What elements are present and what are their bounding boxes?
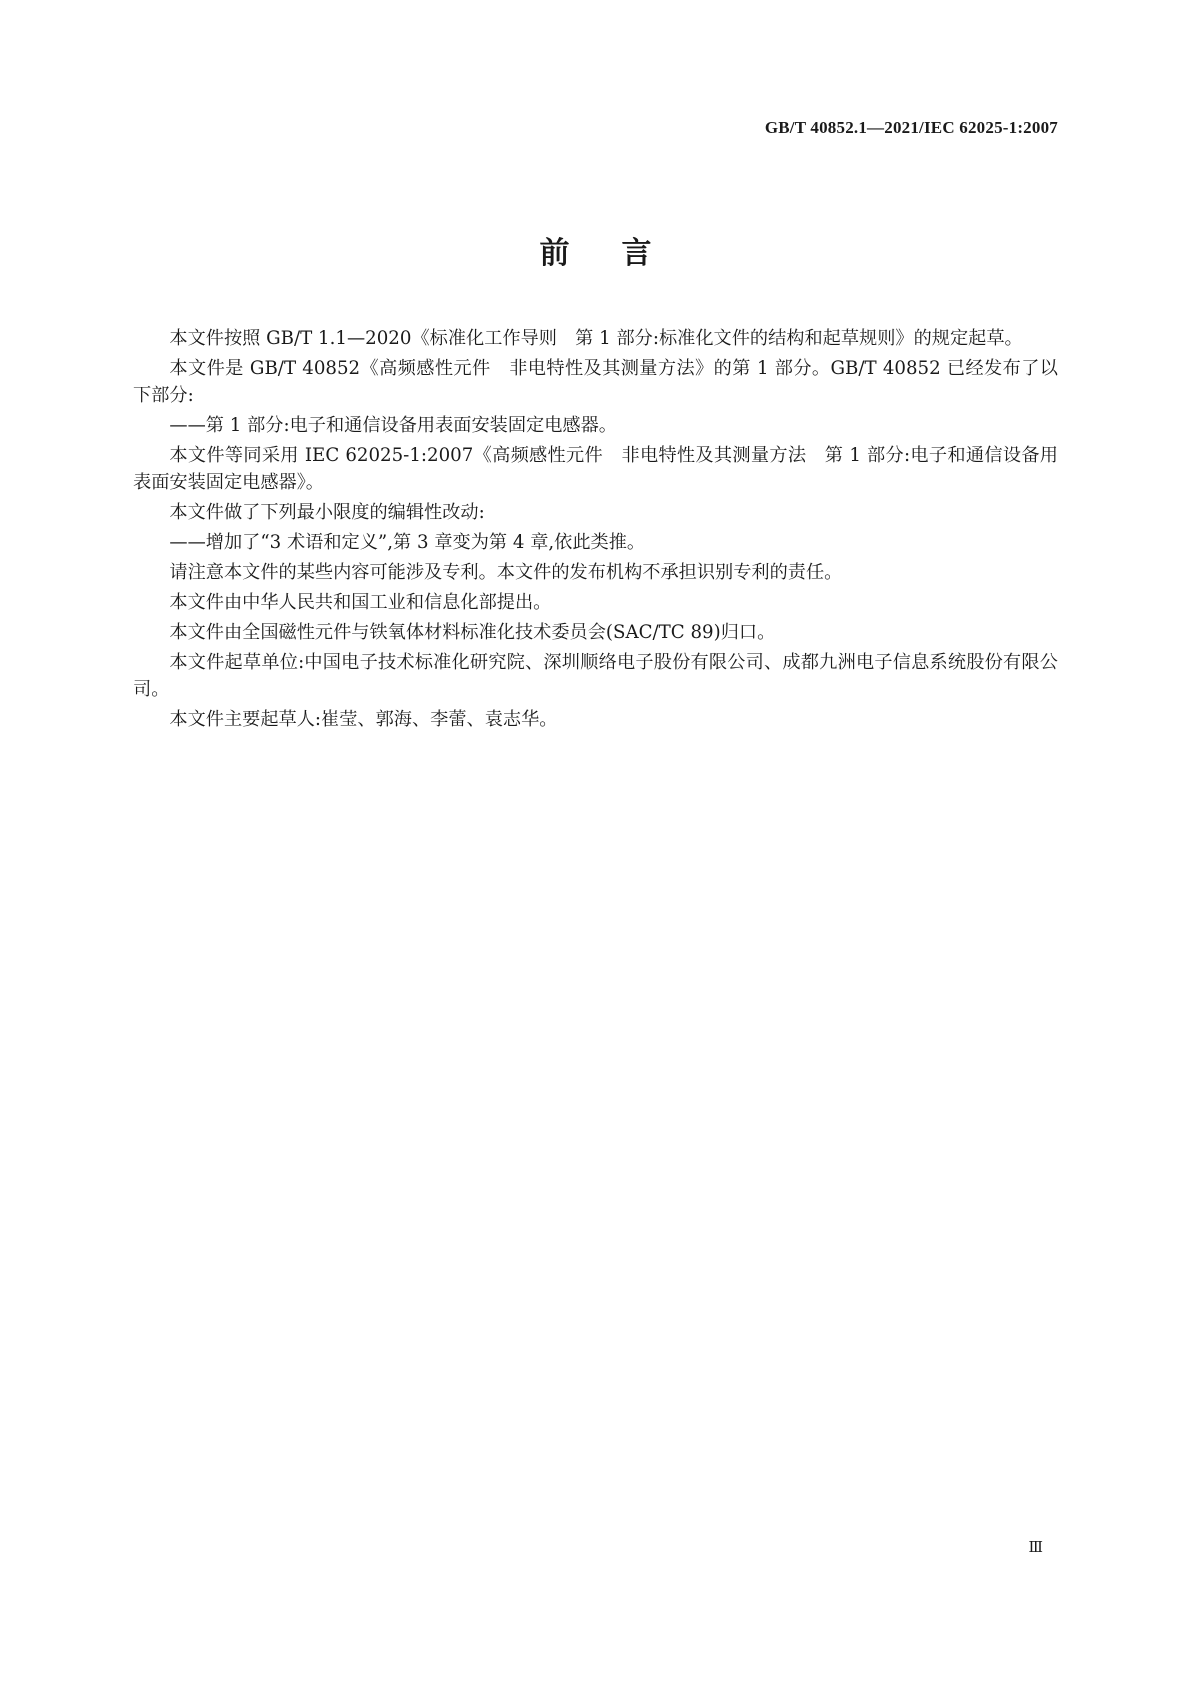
paragraph-drafting-rules: 本文件按照 GB/T 1.1—2020《标准化工作导则 第 1 部分:标准化文件的结构和起草规则》的规定起草。 — [169, 328, 1023, 349]
paragraph-part-list-item: ——第 1 部分:电子和通信设备用表面安装固定电感器。 — [169, 415, 617, 436]
paragraph-drafters: 本文件主要起草人:崔莹、郭海、李蕾、袁志华。 — [169, 709, 558, 730]
standard-code-header: GB/T 40852.1—2021/IEC 62025-1:2007 — [764, 118, 1058, 137]
paragraph-committee: 本文件由全国磁性元件与铁氧体材料标准化技术委员会(SAC/TC 89)归口。 — [169, 622, 776, 643]
paragraph-drafting-units: 本文件起草单位:中国电子技术标准化研究院、深圳顺络电子股份有限公司、成都九洲电子信息系统股份有限公司。 — [133, 652, 1058, 700]
paragraph-proposer: 本文件由中华人民共和国工业和信息化部提出。 — [169, 592, 552, 613]
paragraph-patent-notice: 请注意本文件的某些内容可能涉及专利。本文件的发布机构不承担识别专利的责任。 — [169, 562, 843, 583]
page-number: Ⅲ — [1028, 1540, 1043, 1556]
paragraph-series-parts: 本文件是 GB/T 40852《高频感性元件 非电特性及其测量方法》的第 1 部分。GB/T 40852 已经发布了以下部分: — [133, 358, 1058, 406]
paragraph-editorial-changes: 本文件做了下列最小限度的编辑性改动: — [169, 502, 485, 523]
document-body — [133, 325, 1058, 736]
page-title: 前言 — [539, 236, 704, 271]
paragraph-adoption: 本文件等同采用 IEC 62025-1:2007《高频感性元件 非电特性及其测量方法 第 1 部分:电子和通信设备用表面安装固定电感器》。 — [133, 445, 1058, 493]
paragraph-change-item: ——增加了“3 术语和定义”,第 3 章变为第 4 章,依此类推。 — [169, 532, 646, 553]
